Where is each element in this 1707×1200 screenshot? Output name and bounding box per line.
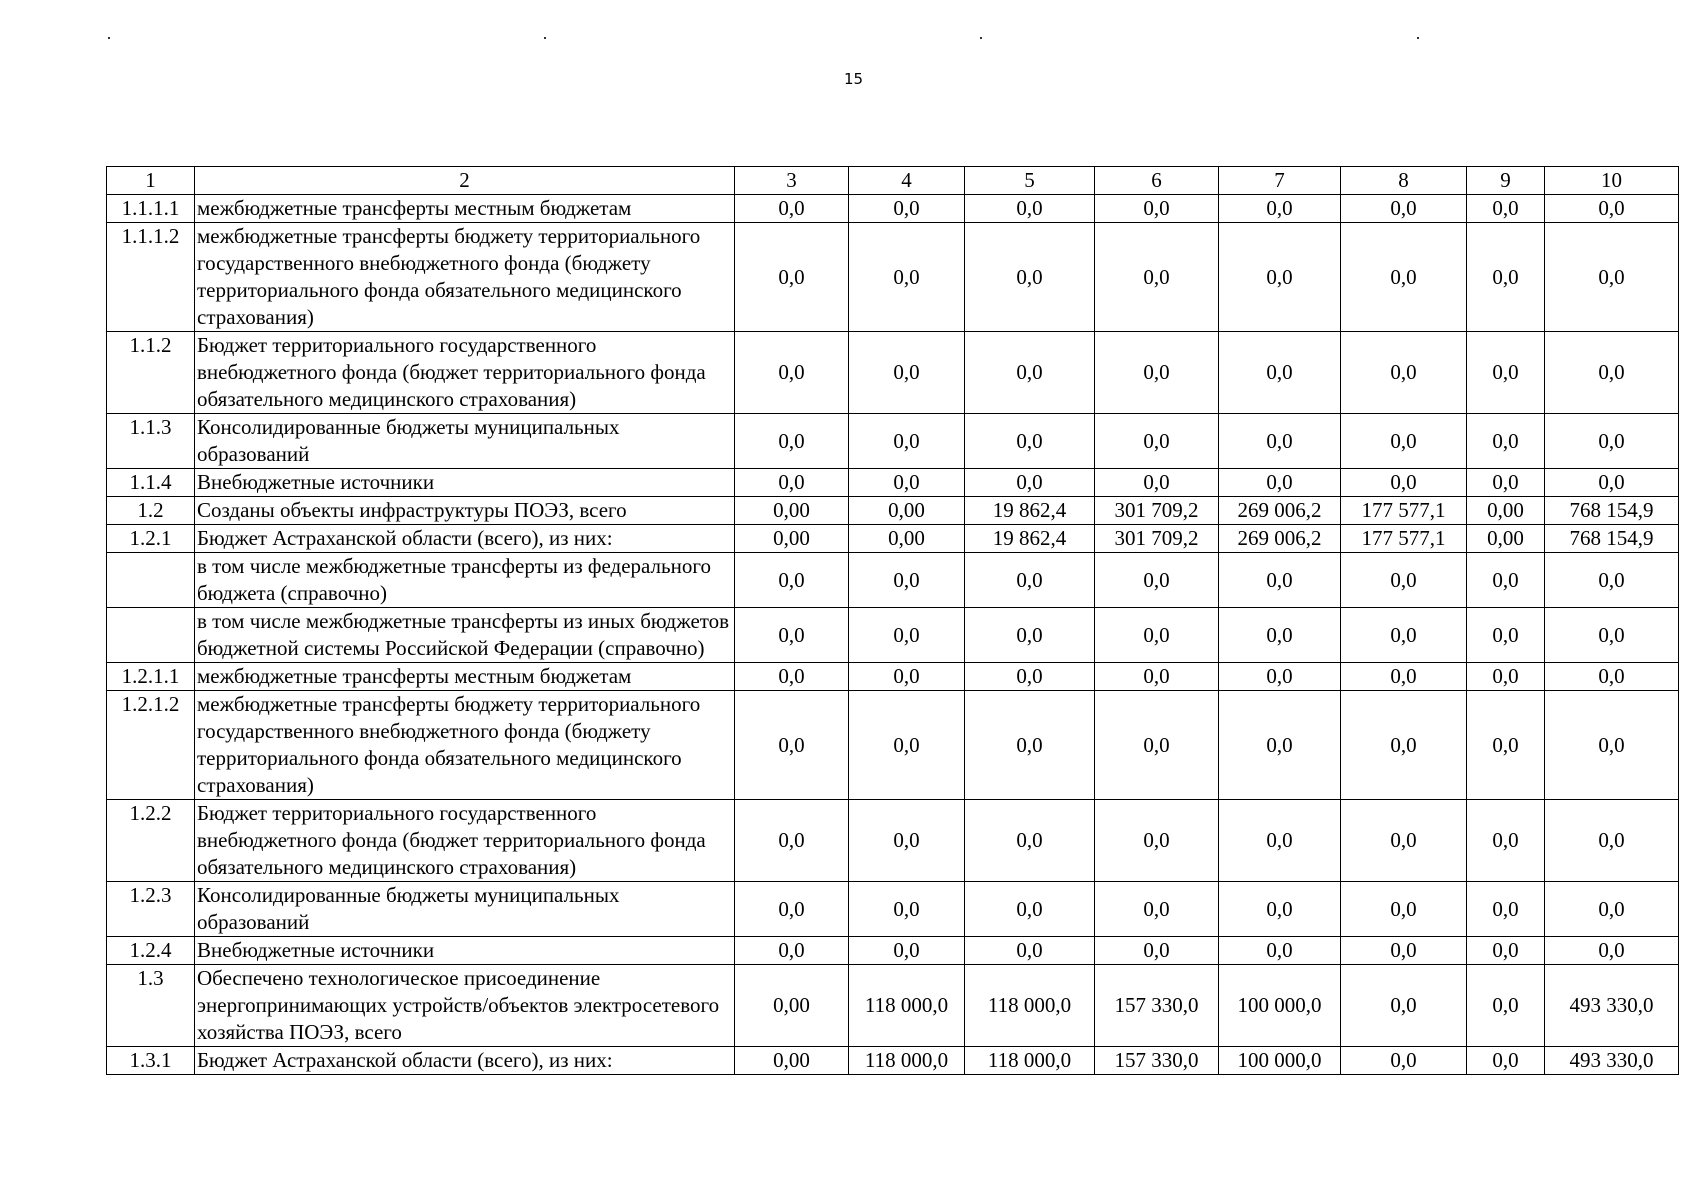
row-value: 0,0: [1341, 469, 1467, 497]
table-row: [107, 882, 1679, 937]
row-code: 1.2: [107, 497, 195, 525]
row-code: 1.1.3: [107, 414, 195, 469]
row-value: 0,0: [849, 332, 965, 414]
row-value: 0,0: [965, 223, 1095, 332]
row-value: 301 709,2: [1095, 525, 1219, 553]
row-code: [107, 608, 195, 663]
column-header: 4: [849, 167, 965, 195]
row-value: 0,0: [1219, 608, 1341, 663]
row-value: 0,0: [1341, 663, 1467, 691]
row-code: 1.2.1.2: [107, 691, 195, 800]
row-value: 0,0: [1219, 937, 1341, 965]
row-name: Внебюджетные источники: [195, 937, 735, 965]
column-header: 7: [1219, 167, 1341, 195]
table-row: [107, 195, 1679, 223]
row-value: 0,0: [965, 332, 1095, 414]
row-value: 118 000,0: [849, 965, 965, 1047]
row-value: 0,0: [965, 553, 1095, 608]
row-value: 301 709,2: [1095, 497, 1219, 525]
row-value: 0,0: [1467, 223, 1545, 332]
row-code: 1.1.1.1: [107, 195, 195, 223]
row-value: 0,0: [1341, 937, 1467, 965]
row-value: 0,0: [1341, 414, 1467, 469]
row-name: Бюджет территориального государственного внебюджетного фонда (бюджет территориального фонда обязательного медицинского страхования): [195, 332, 735, 414]
row-value: 269 006,2: [1219, 525, 1341, 553]
row-value: 0,0: [849, 414, 965, 469]
row-value: 0,0: [1545, 223, 1679, 332]
row-value: 0,0: [965, 414, 1095, 469]
scan-artifact-dot: [544, 37, 546, 39]
row-value: 0,0: [1545, 414, 1679, 469]
row-value: 0,0: [1095, 608, 1219, 663]
row-value: 0,0: [1467, 882, 1545, 937]
table-body: [107, 195, 1679, 1075]
row-value: 177 577,1: [1341, 497, 1467, 525]
row-value: 0,0: [1219, 195, 1341, 223]
row-value: 19 862,4: [965, 525, 1095, 553]
row-name: Бюджет территориального государственного внебюджетного фонда (бюджет территориального фонда обязательного медицинского страхования): [195, 800, 735, 882]
row-value: 0,0: [1219, 691, 1341, 800]
table-row: [107, 800, 1679, 882]
column-header: 2: [195, 167, 735, 195]
row-value: 0,0: [1341, 553, 1467, 608]
row-value: 0,0: [1467, 937, 1545, 965]
row-value: 0,0: [1545, 332, 1679, 414]
row-value: 0,0: [735, 223, 849, 332]
scan-artifact-dot: [108, 37, 110, 39]
column-header: 1: [107, 167, 195, 195]
row-value: 0,0: [1219, 663, 1341, 691]
row-value: 0,00: [735, 1047, 849, 1075]
column-header: 10: [1545, 167, 1679, 195]
row-value: 0,0: [1219, 800, 1341, 882]
row-value: 0,0: [1341, 608, 1467, 663]
table-row: [107, 525, 1679, 553]
row-value: 0,0: [1467, 195, 1545, 223]
row-value: 0,0: [1467, 965, 1545, 1047]
page-number: 15: [843, 70, 864, 88]
row-value: 0,0: [1341, 691, 1467, 800]
row-value: 0,0: [849, 608, 965, 663]
row-value: 0,0: [1545, 469, 1679, 497]
table-row: [107, 663, 1679, 691]
row-value: 0,0: [735, 553, 849, 608]
row-name: межбюджетные трансферты бюджету территориального государственного внебюджетного фонда (бюджету территориального фонда обязательного медицинского страхования): [195, 223, 735, 332]
row-name: Созданы объекты инфраструктуры ПОЭЗ, всего: [195, 497, 735, 525]
row-value: 0,0: [735, 414, 849, 469]
row-value: 0,0: [1545, 553, 1679, 608]
row-value: 0,0: [1095, 414, 1219, 469]
row-value: 0,0: [1341, 800, 1467, 882]
row-value: 0,0: [1545, 608, 1679, 663]
row-code: [107, 553, 195, 608]
table-row: [107, 497, 1679, 525]
row-value: 0,0: [1341, 1047, 1467, 1075]
row-value: 157 330,0: [1095, 1047, 1219, 1075]
row-value: 0,0: [1467, 663, 1545, 691]
table-row: [107, 608, 1679, 663]
row-value: 493 330,0: [1545, 1047, 1679, 1075]
table-row: [107, 1047, 1679, 1075]
row-value: 0,0: [965, 469, 1095, 497]
row-value: 0,0: [965, 195, 1095, 223]
column-header: 6: [1095, 167, 1219, 195]
row-value: 0,0: [1467, 469, 1545, 497]
row-value: 118 000,0: [849, 1047, 965, 1075]
row-value: 0,0: [1467, 553, 1545, 608]
column-header: 5: [965, 167, 1095, 195]
row-name: Консолидированные бюджеты муниципальных образований: [195, 882, 735, 937]
row-value: 0,0: [735, 332, 849, 414]
table-row: [107, 223, 1679, 332]
row-code: 1.2.1.1: [107, 663, 195, 691]
column-header: 9: [1467, 167, 1545, 195]
row-value: 0,0: [1467, 800, 1545, 882]
row-value: 0,0: [1095, 223, 1219, 332]
row-value: 0,0: [1545, 195, 1679, 223]
table-row: [107, 332, 1679, 414]
row-value: 0,00: [1467, 525, 1545, 553]
row-value: 0,0: [1341, 965, 1467, 1047]
row-name: Бюджет Астраханской области (всего), из них:: [195, 525, 735, 553]
row-value: 157 330,0: [1095, 965, 1219, 1047]
row-value: 0,0: [1467, 332, 1545, 414]
row-value: 0,0: [1341, 332, 1467, 414]
column-header: 8: [1341, 167, 1467, 195]
row-code: 1.3.1: [107, 1047, 195, 1075]
row-value: 100 000,0: [1219, 1047, 1341, 1075]
row-code: 1.2.2: [107, 800, 195, 882]
row-code: 1.1.2: [107, 332, 195, 414]
row-value: 0,0: [1095, 332, 1219, 414]
row-name: Консолидированные бюджеты муниципальных образований: [195, 414, 735, 469]
row-value: 0,0: [1467, 414, 1545, 469]
row-value: 0,0: [1545, 691, 1679, 800]
row-code: 1.2.1: [107, 525, 195, 553]
row-value: 0,0: [735, 195, 849, 223]
row-value: 0,0: [1545, 800, 1679, 882]
row-value: 0,0: [1219, 553, 1341, 608]
row-value: 0,0: [849, 937, 965, 965]
row-value: 0,0: [849, 663, 965, 691]
row-name: межбюджетные трансферты местным бюджетам: [195, 195, 735, 223]
row-value: 0,0: [1095, 882, 1219, 937]
row-value: 0,0: [1467, 691, 1545, 800]
budget-table: [106, 166, 1679, 1075]
table-header: [107, 167, 1679, 195]
row-code: 1.3: [107, 965, 195, 1047]
row-value: 0,0: [849, 223, 965, 332]
row-value: 0,0: [965, 882, 1095, 937]
row-value: 0,0: [735, 469, 849, 497]
row-value: 100 000,0: [1219, 965, 1341, 1047]
row-value: 0,0: [849, 469, 965, 497]
row-value: 0,0: [1095, 691, 1219, 800]
row-value: 0,00: [849, 525, 965, 553]
row-value: 0,0: [849, 195, 965, 223]
row-value: 0,00: [1467, 497, 1545, 525]
row-value: 118 000,0: [965, 965, 1095, 1047]
row-value: 0,0: [849, 691, 965, 800]
row-value: 0,0: [1341, 882, 1467, 937]
row-value: 0,0: [1341, 223, 1467, 332]
row-value: 0,0: [849, 882, 965, 937]
column-header: 3: [735, 167, 849, 195]
scan-artifact-dot: [1417, 37, 1419, 39]
row-name: межбюджетные трансферты местным бюджетам: [195, 663, 735, 691]
row-value: 0,0: [1341, 195, 1467, 223]
row-value: 177 577,1: [1341, 525, 1467, 553]
row-value: 0,0: [1095, 800, 1219, 882]
row-code: 1.2.3: [107, 882, 195, 937]
row-value: 0,0: [965, 663, 1095, 691]
row-value: 19 862,4: [965, 497, 1095, 525]
row-value: 0,0: [1219, 469, 1341, 497]
row-value: 768 154,9: [1545, 525, 1679, 553]
row-name: Обеспечено технологическое присоединение энергопринимающих устройств/объектов электросетевого хозяйства ПОЭЗ, всего: [195, 965, 735, 1047]
row-value: 0,0: [1219, 882, 1341, 937]
row-code: 1.2.4: [107, 937, 195, 965]
row-value: 118 000,0: [965, 1047, 1095, 1075]
row-value: 0,0: [965, 691, 1095, 800]
row-value: 0,0: [965, 937, 1095, 965]
row-value: 0,0: [1219, 223, 1341, 332]
row-value: 0,0: [1219, 414, 1341, 469]
table-row: [107, 414, 1679, 469]
row-value: 0,0: [965, 608, 1095, 663]
row-value: 0,00: [735, 497, 849, 525]
row-name: в том числе межбюджетные трансферты из иных бюджетов бюджетной системы Российской Федерации (справочно): [195, 608, 735, 663]
header-row: [107, 167, 1679, 195]
row-value: 0,0: [1095, 469, 1219, 497]
row-value: 0,00: [849, 497, 965, 525]
row-value: 0,0: [735, 608, 849, 663]
row-value: 0,00: [735, 965, 849, 1047]
table-row: [107, 469, 1679, 497]
row-value: 768 154,9: [1545, 497, 1679, 525]
row-value: 0,0: [735, 937, 849, 965]
row-value: 0,0: [1095, 663, 1219, 691]
table-row: [107, 965, 1679, 1047]
table-row: [107, 937, 1679, 965]
row-value: 0,0: [849, 800, 965, 882]
row-value: 0,0: [1545, 937, 1679, 965]
row-code: 1.1.4: [107, 469, 195, 497]
row-value: 0,0: [735, 663, 849, 691]
row-value: 0,0: [735, 882, 849, 937]
row-value: 0,0: [1219, 332, 1341, 414]
row-value: 493 330,0: [1545, 965, 1679, 1047]
row-value: 0,0: [965, 800, 1095, 882]
scan-artifact-dot: [980, 37, 982, 39]
row-value: 0,0: [1467, 1047, 1545, 1075]
row-name: межбюджетные трансферты бюджету территориального государственного внебюджетного фонда (бюджету территориального фонда обязательного медицинского страхования): [195, 691, 735, 800]
table-row: [107, 553, 1679, 608]
row-value: 0,0: [1467, 608, 1545, 663]
row-value: 0,0: [1095, 553, 1219, 608]
row-value: 0,0: [1095, 195, 1219, 223]
row-value: 269 006,2: [1219, 497, 1341, 525]
row-value: 0,0: [735, 691, 849, 800]
row-name: Внебюджетные источники: [195, 469, 735, 497]
row-value: 0,0: [1545, 663, 1679, 691]
table-row: [107, 691, 1679, 800]
row-value: 0,0: [1545, 882, 1679, 937]
row-name: Бюджет Астраханской области (всего), из них:: [195, 1047, 735, 1075]
row-value: 0,00: [735, 525, 849, 553]
row-name: в том числе межбюджетные трансферты из федерального бюджета (справочно): [195, 553, 735, 608]
row-value: 0,0: [735, 800, 849, 882]
row-value: 0,0: [849, 553, 965, 608]
row-code: 1.1.1.2: [107, 223, 195, 332]
row-value: 0,0: [1095, 937, 1219, 965]
